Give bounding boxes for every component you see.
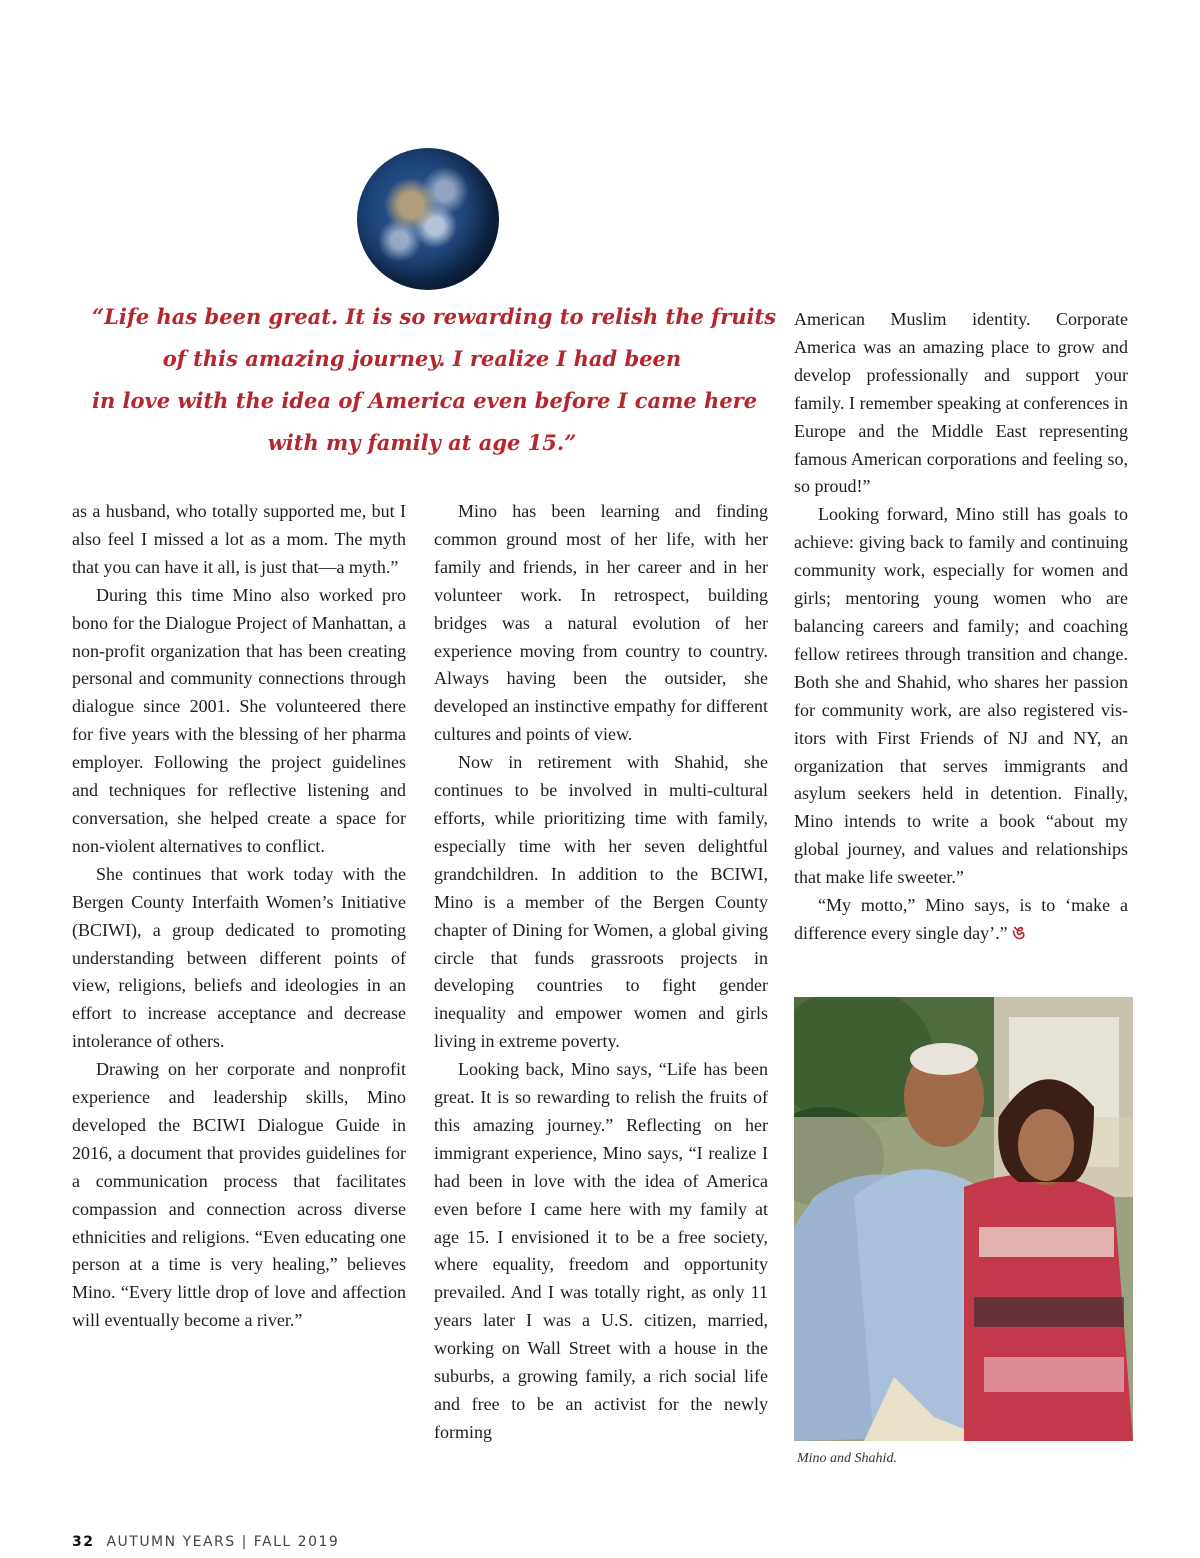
publication-name: AUTUMN YEARS | FALL 2019 — [106, 1534, 340, 1550]
paragraph: American Muslim identity. Corporate America was an amazing place to grow and develop professionally and support your family. I remember speaking at conferences in Europe and the Middle East representing famous American corporations and feeling so, so proud!” — [794, 309, 1128, 497]
paragraph: Drawing on her corporate and nonprofit experience and leadership skills, Mino developed the BCIWI Dialogue Guide in 2016, a document that provides guidelines for a communication process that facilitates compassion and connection across diverse ethnicities and religions. “Even educating one person at a time is very healing,” believes Mino. “Every little drop of love and affection will eventually become a river.” — [72, 1059, 406, 1331]
paragraph: Looking back, Mino says, “Life has been great. It is so rewarding to relish the fruits of this amazing journey.” Reflecting on her immigrant experience, Mino says, “I realize I had been in love with the idea of America even before I came here with my family at age 15. I envisioned it to be a free society, where equality, freedom and opportunity prevailed. And I was totally right, as only 11 years later I was a U.S. citizen, married, working on Wall Street with a house in the suburbs, a growing family, a rich social life and free to be an activist for the newly forming — [434, 1059, 768, 1442]
photo-caption: Mino and Shahid. — [797, 1451, 897, 1466]
closing-quote-text: “My motto,” Mino says, is to ‘make a difference every single day’.” — [794, 895, 1128, 943]
paragraph: During this time Mino also worked pro bono for the Dialogue Project of Manhattan, a non-profit organization that has been creating personal and community connections through dialogue since 2001. She volunteered there for five years with the blessing of her pharma employer. Following the project guidelines and techniques for reflective listening and conversation, she helped create a space for non-violent alternatives to conflict. — [72, 584, 406, 856]
paragraph: Mino has been learning and finding common ground most of her life, with her family and friends, in her career and in her volunteer work. In retrospect, building bridges was a natural evolution of her experience moving from country to country. Always having been the outsider, she developed an instinctive empathy for different cultures and points of view. — [434, 501, 768, 745]
article-column-3 — [794, 306, 1128, 948]
page-footer — [72, 1534, 339, 1550]
paragraph: Looking forward, Mino still has goals to achieve: giving back to family and continuing community work, especially for women and girls; mentoring young women who are balancing careers and family; and coaching fellow retirees through transition and change. Both she and Shahid, who shares her passion for community work, are also registered visitors with First Friends of NJ and NY, an organization that serves immigrants and asylum seekers held in detention. Finally, Mino intends to write a book “about my global journey, and values and relationships that make life sweeter.” — [794, 504, 1128, 888]
couple-photo — [794, 997, 1133, 1441]
pull-quote — [92, 296, 777, 464]
article-column-2 — [434, 498, 768, 1447]
article-column-1 — [72, 498, 406, 1335]
pull-quote-line: in love with the idea of America even before I came here — [92, 388, 758, 413]
paragraph — [794, 892, 1128, 948]
couple-photo-illustration — [794, 997, 1133, 1441]
pull-quote-line: with my family at age 15.” — [267, 430, 577, 455]
page-number: 32 — [72, 1534, 95, 1550]
paragraph: Now in retirement with Shahid, she continues to be involved in multi-cultural efforts, while prioritizing time with family, especially time with her seven delightful grandchildren. In addition to the BCIWI, Mino is a member of the Bergen County chapter of Dining for Women, a global giving circle that funds grassroots projects in developing countries to fight gender inequality and empower women and girls living in extreme poverty. — [434, 752, 768, 1052]
pull-quote-line: “Life has been great. It is so rewarding to relish the fruits — [92, 304, 777, 329]
paragraph: as a husband, who totally supported me, but I also feel I missed a lot as a mom. The myth that you can have it all, is just that—a myth.” — [72, 501, 406, 577]
paragraph: She continues that work today with the Bergen County Interfaith Women’s Initiative (BCIWI), a group dedicated to promoting understanding between different points of view, religions, beliefs and ideologies in an effort to increase acceptance and decrease intolerance of others. — [72, 863, 406, 1052]
end-mark-icon: ঙ — [1012, 922, 1026, 943]
globe-image — [357, 148, 499, 290]
pull-quote-line: of this amazing journey. I realize I had been — [162, 346, 682, 371]
